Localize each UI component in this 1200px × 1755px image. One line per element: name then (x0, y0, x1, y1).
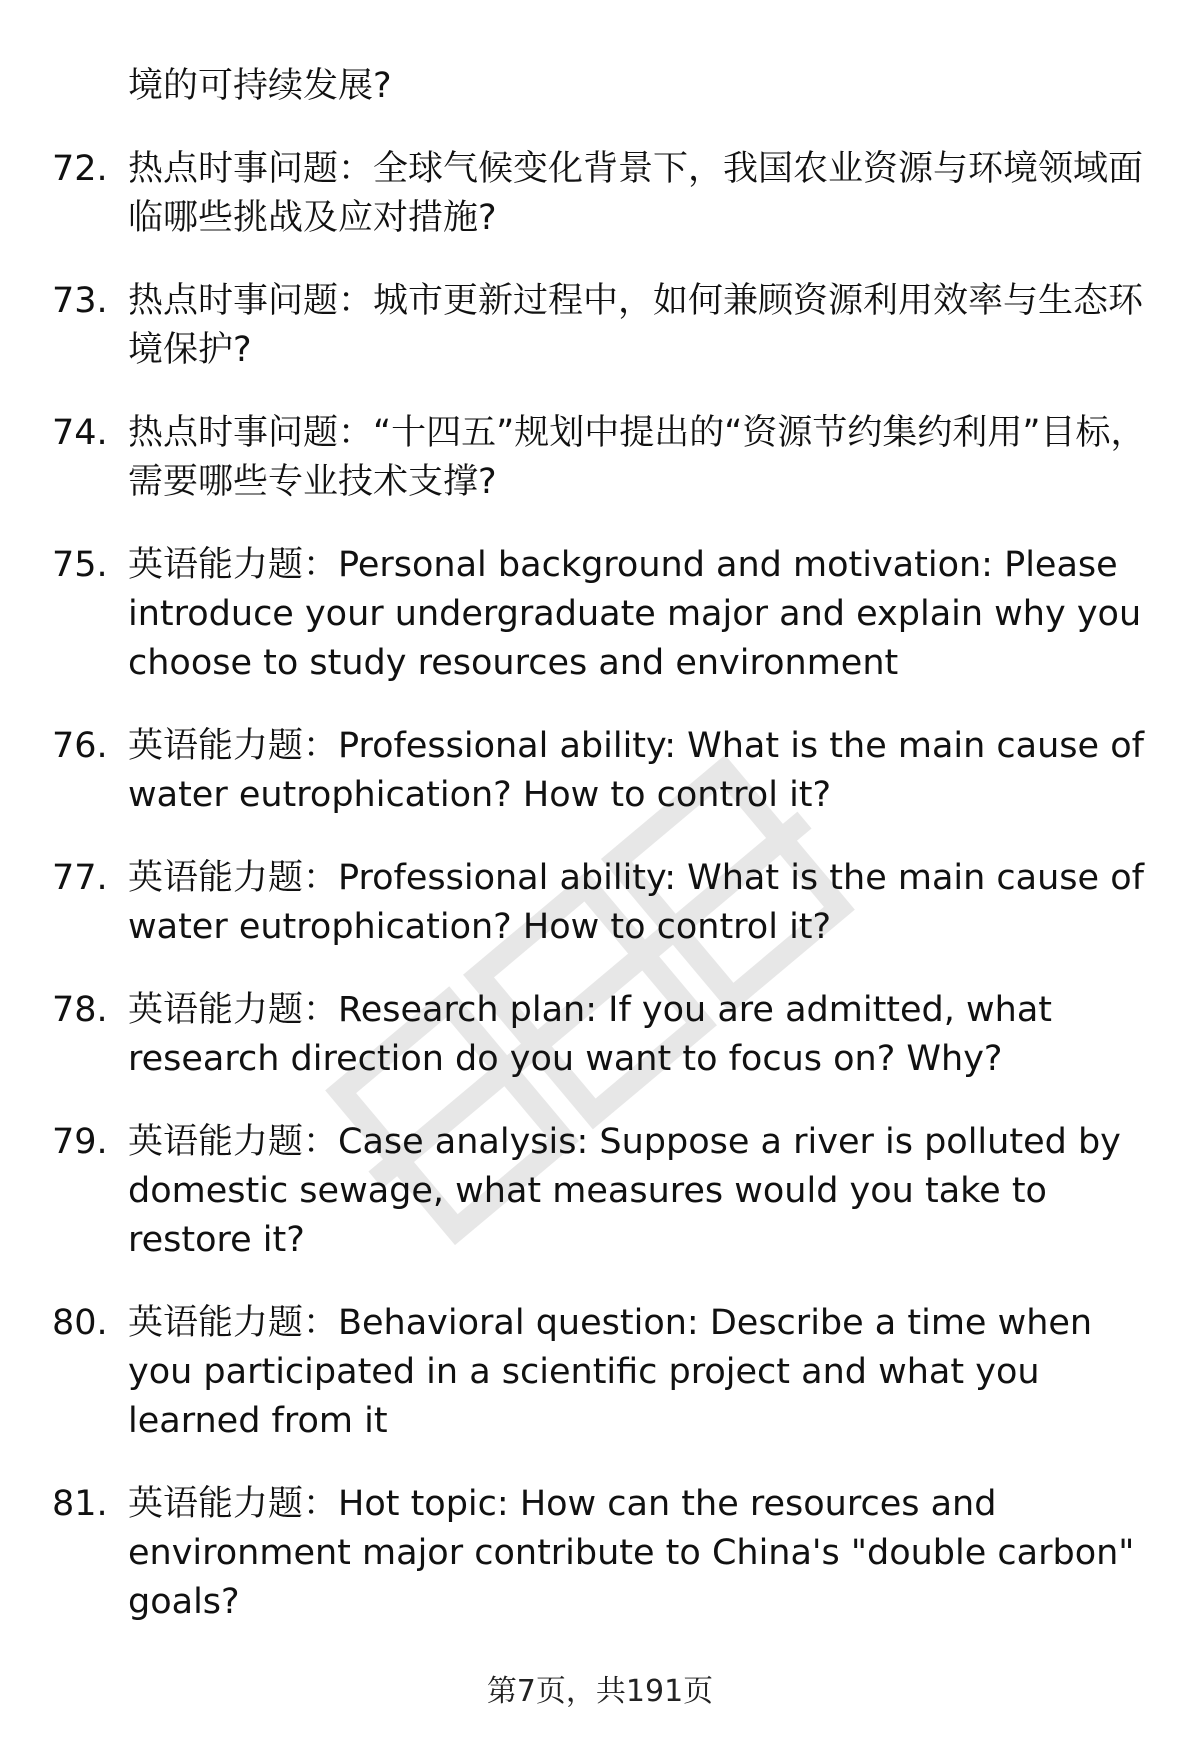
question-text: 英语能力题：Professional ability: What is the main cause of water eutrophication? How to control it? (128, 726, 1144, 815)
list-item (52, 986, 1162, 1084)
question-number: 79. (52, 1122, 108, 1162)
question-number: 80. (52, 1303, 108, 1343)
question-list (52, 62, 1162, 1661)
list-item (52, 409, 1162, 507)
question-number: 74. (52, 413, 108, 453)
list-item (52, 145, 1162, 243)
continuation-text: 境的可持续发展? (128, 66, 392, 106)
question-number: 73. (52, 281, 108, 321)
list-item (52, 541, 1162, 688)
list-item (52, 722, 1162, 820)
question-text: 热点时事问题：全球气候变化背景下，我国农业资源与环境领域面临哪些挑战及应对措施? (128, 149, 1144, 238)
question-text: 英语能力题：Behavioral question: Describe a time when you participated in a scientific project and what you learned from it (128, 1303, 1093, 1441)
list-item (52, 854, 1162, 952)
question-number: 72. (52, 149, 108, 189)
list-item (52, 277, 1162, 375)
question-number: 75. (52, 545, 108, 585)
question-text: 英语能力题：Professional ability: What is the main cause of water eutrophication? How to control it? (128, 858, 1144, 947)
question-text: 英语能力题：Personal background and motivation: Please introduce your undergraduate major and explain why you choose to study resources and environment (128, 545, 1142, 683)
question-text: 热点时事问题：城市更新过程中，如何兼顾资源利用效率与生态环境保护? (128, 281, 1144, 370)
question-text: 英语能力题：Research plan: If you are admitted, what research direction do you want to focus on? Why? (128, 990, 1052, 1079)
question-text: 热点时事问题：“十四五”规划中提出的“资源节约集约利用”目标，需要哪些专业技术支撑? (128, 413, 1146, 502)
list-item (52, 1480, 1162, 1627)
question-text: 英语能力题：Hot topic: How can the resources and environment major contribute to China's "double carbon" goals? (128, 1484, 1135, 1622)
page-number-footer: 第7页，共191页 (486, 1674, 714, 1709)
question-text: 英语能力题：Case analysis: Suppose a river is polluted by domestic sewage, what measures would you take to restore it? (128, 1122, 1121, 1260)
list-item (52, 1299, 1162, 1446)
question-number: 76. (52, 726, 108, 766)
question-number: 77. (52, 858, 108, 898)
list-item-continuation (52, 62, 1162, 111)
question-number: 78. (52, 990, 108, 1030)
question-number: 81. (52, 1484, 108, 1524)
list-item (52, 1118, 1162, 1265)
